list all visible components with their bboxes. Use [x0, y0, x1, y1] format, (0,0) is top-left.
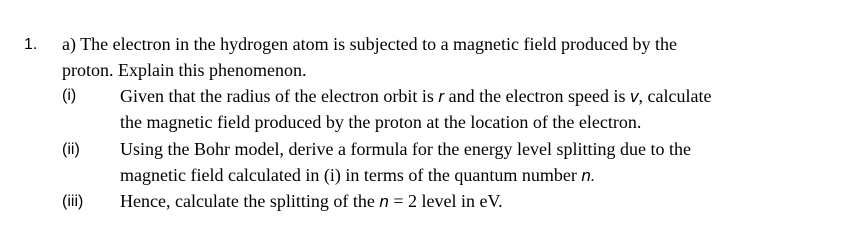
- question-intro-line-1: [62, 33, 677, 55]
- subpart-ii-label: (ii): [62, 141, 80, 158]
- subpart-iii-label: (iii): [62, 193, 84, 210]
- subpart-i-text-c: , calculate: [638, 86, 712, 106]
- question-number: 1.: [24, 36, 38, 53]
- variable-v: v: [630, 87, 639, 106]
- subpart-iii-text-a: Hence, calculate the splitting of the: [120, 191, 380, 211]
- subpart-ii-line-2: [120, 164, 596, 187]
- question-intro-line-2: proton. Explain this phenomenon.: [62, 60, 307, 80]
- subpart-i-text-b: and the electron speed is: [444, 86, 631, 106]
- subpart-ii-line-1: Using the Bohr model, derive a formula for the energy level splitting due to the: [120, 139, 692, 159]
- intro-text-1: The electron in the hydrogen atom is subjected to a magnetic field produced by the: [80, 34, 677, 54]
- subpart-i-label: (i): [62, 87, 77, 104]
- variable-n: n.: [581, 166, 596, 185]
- variable-r: r: [438, 87, 445, 106]
- subpart-iii-text-b: = 2 level in eV.: [388, 191, 503, 211]
- subpart-i-line-1: [120, 85, 711, 108]
- subpart-ii-text-a: magnetic field calculated in (i) in terms of the quantum number: [120, 165, 582, 185]
- subpart-i-text-a: Given that the radius of the electron orbit is: [120, 86, 439, 106]
- part-label: a): [62, 34, 76, 54]
- subpart-i-line-2: the magnetic field produced by the proton at the location of the electron.: [120, 112, 642, 132]
- variable-n-level: n: [379, 192, 389, 211]
- subpart-iii-line-1: [120, 190, 503, 213]
